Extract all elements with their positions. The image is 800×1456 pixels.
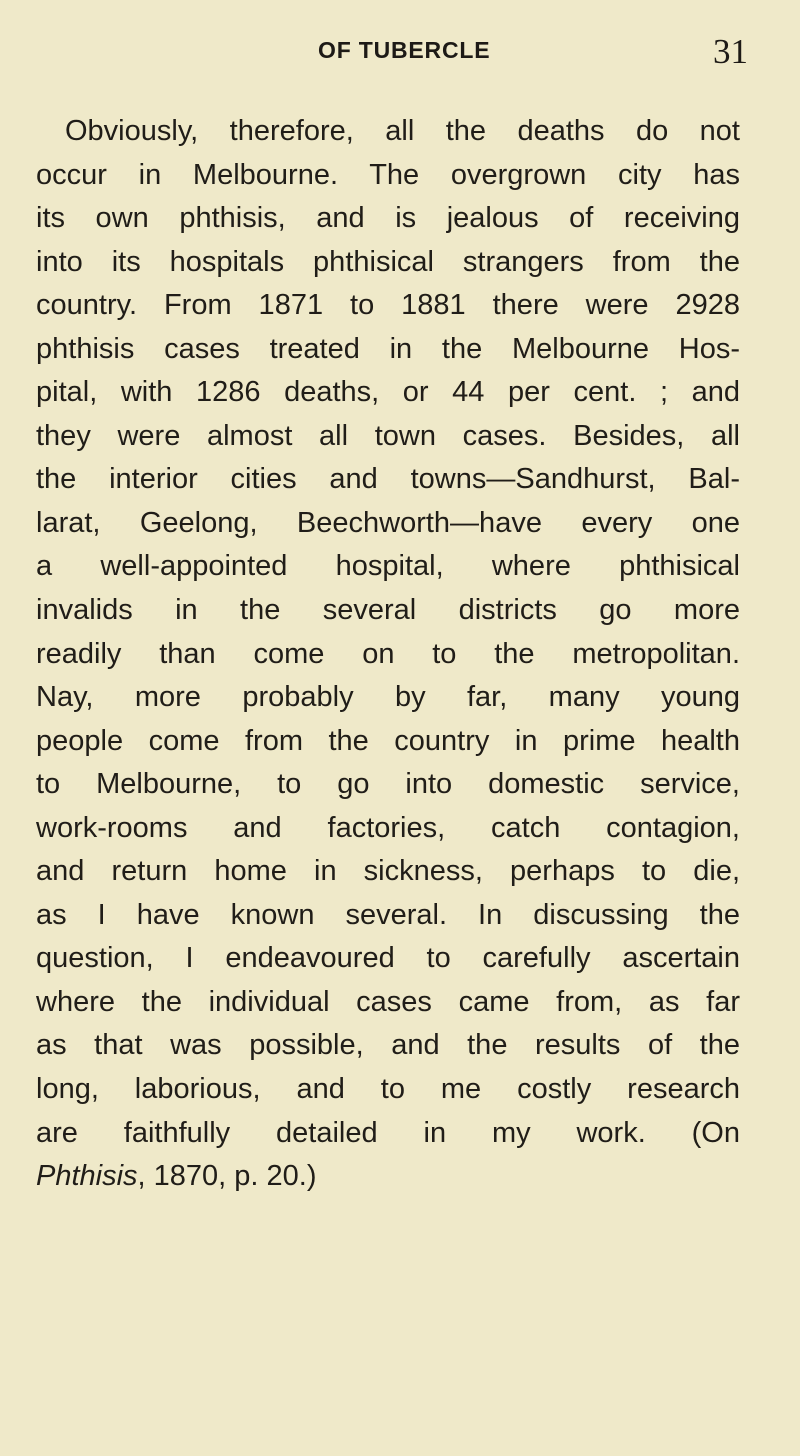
text-line: they were almost all town cases. Besides, all — [36, 419, 740, 452]
text-line: Obviously, therefore, all the deaths do not — [65, 115, 740, 147]
text-line-last — [36, 1155, 740, 1199]
text-line: question, I endeavoured to carefully ascertain — [36, 942, 740, 975]
page-number: 31 — [713, 32, 748, 71]
book-title: Phthisis — [36, 1160, 138, 1193]
running-title: OF TUBERCLE — [318, 37, 491, 63]
body-paragraph — [36, 110, 740, 1199]
text-line: are faithfully detailed in my work. (On — [36, 1116, 740, 1149]
text-line: the interior cities and towns—Sandhurst, Bal- — [36, 463, 740, 496]
text-line: to Melbourne, to go into domestic service, — [36, 768, 740, 801]
citation-text: , 1870, p. 20.) — [137, 1160, 317, 1193]
text-line: country. From 1871 to 1881 there were 2928 — [36, 289, 740, 322]
text-line: its own phthisis, and is jealous of receiving — [36, 202, 740, 235]
running-head — [0, 32, 800, 77]
text-line: as that was possible, and the results of the — [36, 1029, 740, 1062]
text-line: where the individual cases came from, as far — [36, 985, 740, 1018]
text-line: into its hospitals phthisical strangers from the — [36, 245, 740, 278]
text-line: occur in Melbourne. The overgrown city has — [36, 158, 740, 191]
text-line: phthisis cases treated in the Melbourne Hos- — [36, 332, 740, 365]
text-line: work-rooms and factories, catch contagion, — [36, 811, 740, 844]
text-line: as I have known several. In discussing the — [36, 898, 740, 931]
text-line: pital, with 1286 deaths, or 44 per cent. ; and — [36, 376, 740, 409]
text-line: people come from the country in prime health — [36, 724, 740, 757]
text-line: larat, Geelong, Beechworth—have every one — [36, 506, 740, 539]
text-line: readily than come on to the metropolitan. — [36, 637, 740, 670]
text-line: invalids in the several districts go more — [36, 594, 740, 627]
text-line: and return home in sickness, perhaps to die, — [36, 855, 740, 888]
text-line: long, laborious, and to me costly research — [36, 1073, 740, 1106]
text-line: Nay, more probably by far, many young — [36, 681, 740, 714]
text-line: a well-appointed hospital, where phthisical — [36, 550, 740, 583]
